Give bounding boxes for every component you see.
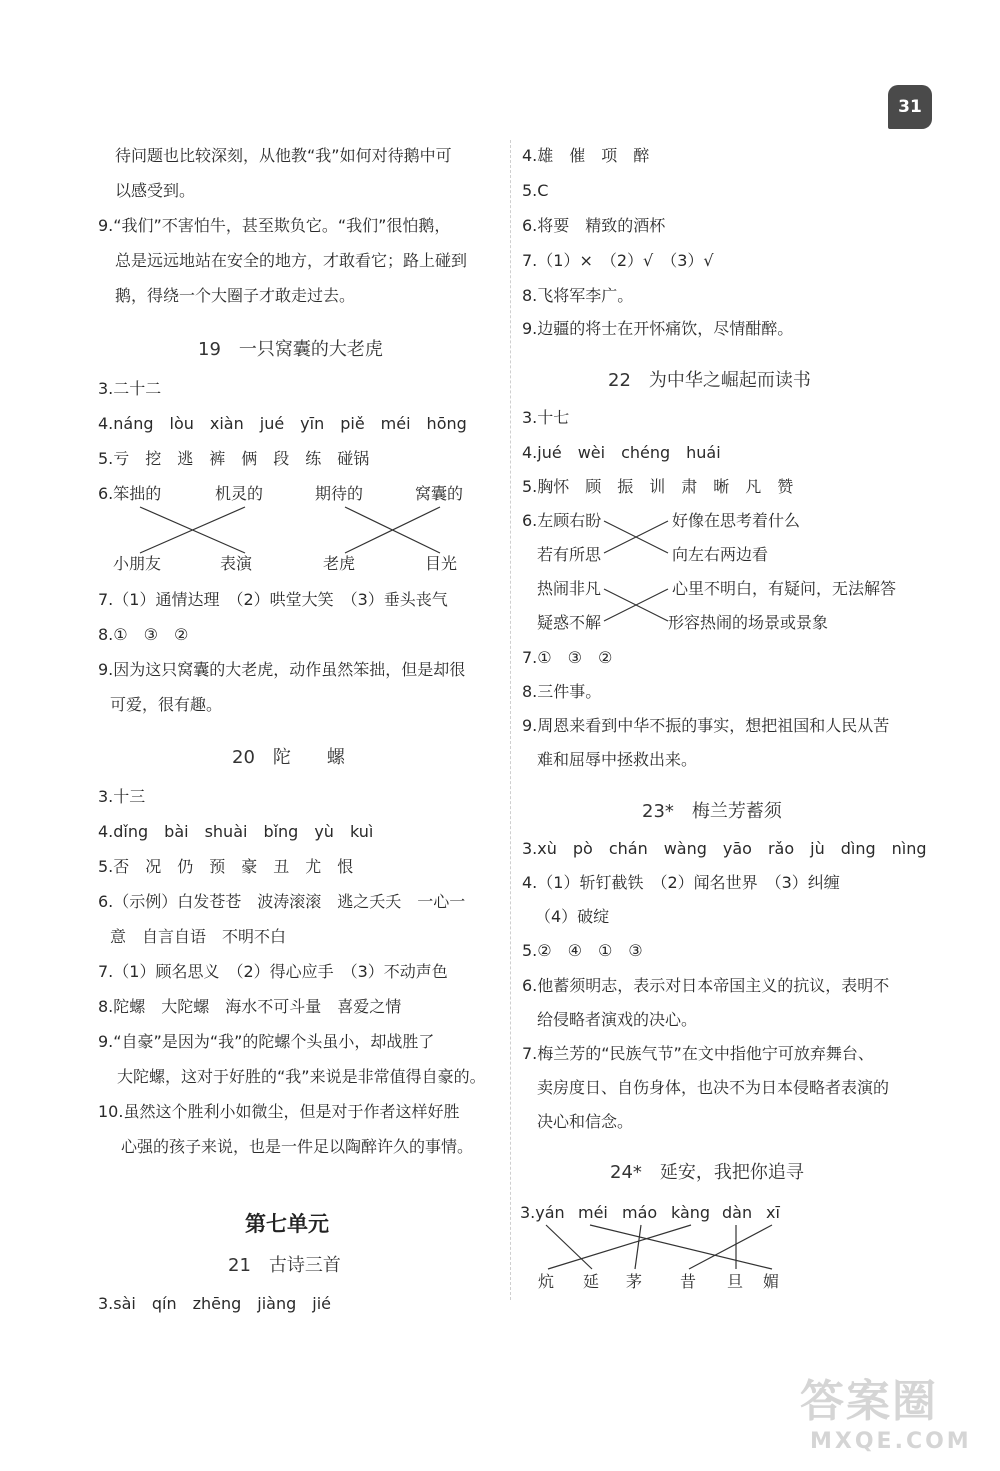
l19-match-bottom-1: 小朋友 [113,554,162,573]
l24-char-1: 炕 [538,1272,555,1291]
l22-q7: 7.① ③ ② [522,648,613,667]
l22-match-right-1: 好像在思考着什么 [672,511,801,530]
l19-match-top-4: 窝囊的 [415,484,464,503]
l21-q7: 7.（1）× （2）√ （3）√ [522,251,714,270]
l20-q4: 4.dǐng bài shuài bǐng yù kuì [98,822,374,841]
l20-q6-b: 意 自言自语 不明不白 [110,927,287,946]
lesson-23-title: 23* 梅兰芳蓄须 [642,801,782,822]
l23-q7-b: 卖房度日、自伤身体，也决不为日本侵略者表演的 [537,1078,890,1097]
l21-q9: 9.边疆的将士在开怀痛饮，尽情酣醉。 [522,319,794,338]
l22-match-right-3: 心里不明白，有疑问，无法解答 [672,579,897,598]
l22-q4: 4.jué wèi chéng huái [522,443,721,462]
l23-q4: 4.（1）斩钉截铁 （2）闻名世界 （3）纠缠 [522,873,840,892]
l19-q5: 5.亏 挖 逃 裤 俩 段 练 碰锅 [98,449,370,468]
lesson-21-title: 21 古诗三首 [228,1255,341,1276]
l22-match-left-3: 热闹非凡 [537,579,602,598]
intro-line-5: 鹅，得绕一个大圈子才敢走过去。 [115,286,356,305]
unit-7-heading: 第七单元 [245,1212,329,1236]
l24-pinyin-1: 3.yán [520,1203,565,1222]
l24-match-line [689,1225,772,1269]
l24-char-5: 旦 [727,1272,744,1291]
l24-char-2: 延 [583,1272,600,1291]
l22-match-right-4: 形容热闹的场景或景象 [668,613,829,632]
l23-q5: 5.② ④ ① ③ [522,941,643,960]
l22-q9-a: 9.周恩来看到中华不振的事实，想把祖国和人民从苦 [522,716,890,735]
intro-line-4: 总是远远地站在安全的地方，才敢看它；路上碰到 [115,251,468,270]
l24-pinyin-2: méi [578,1203,608,1222]
l21-q4: 4.雄 催 项 醉 [522,146,650,165]
l20-q5: 5.否 况 仍 预 豪 丑 尤 恨 [98,857,354,876]
l22-q9-b: 难和屈辱中拯救出来。 [537,750,698,769]
l24-char-4: 昔 [680,1272,697,1291]
intro-line-2: 以感受到。 [115,181,196,200]
l23-q6-b: 给侵略者演戏的决心。 [537,1010,698,1029]
l19-match-bottom-2: 表演 [220,554,253,573]
l20-q10-b: 心强的孩子来说，也是一件足以陶醉许久的事情。 [121,1137,474,1156]
lesson-20-title: 20 陀 螺 [232,747,345,768]
l22-match-right-2: 向左右两边看 [672,545,769,564]
l24-pinyin-6: xī [766,1203,780,1222]
l19-q9-b: 可爱，很有趣。 [110,695,223,714]
l24-pinyin-5: dàn [722,1203,753,1222]
l24-match-line [635,1225,641,1269]
l24-pinyin-4: kàng [671,1203,711,1222]
watermark [800,1365,972,1454]
l19-q9-a: 9.因为这只窝囊的大老虎，动作虽然笨拙，但是却很 [98,660,466,679]
page-number: 31 [898,97,922,117]
l23-q4-b: （4）破绽 [535,907,610,926]
l23-q7-c: 决心和信念。 [537,1112,634,1131]
l20-q9-a: 9.“自豪”是因为“我”的陀螺个头虽小，却战胜了 [98,1032,435,1051]
l24-char-6: 媚 [763,1272,780,1291]
l19-match-top-1: 6.笨拙的 [98,484,162,503]
l22-q5: 5.胸怀 顾 振 训 肃 晰 凡 赞 [522,477,794,496]
lesson-19-title: 19 一只窝囊的大老虎 [198,339,383,360]
l19-q7: 7.（1）通情达理 （2）哄堂大笑 （3）垂头丧气 [98,590,448,609]
l19-match-top-2: 机灵的 [215,484,264,503]
watermark-url: MXQE.COM [810,1429,972,1454]
l22-q3: 3.十七 [522,408,570,427]
l23-q3: 3.xù pò chán wàng yāo rǎo jù dìng nìng [522,839,927,858]
lesson-22-title: 22 为中华之崛起而读书 [608,370,811,391]
l20-q10-a: 10.虽然这个胜利小如微尘，但是对于作者这样好胜 [98,1102,460,1121]
l22-match-left-2: 若有所思 [537,545,602,564]
l21-q5: 5.C [522,181,549,200]
l23-q6-a: 6.他蓄须明志，表示对日本帝国主义的抗议，表明不 [522,976,890,995]
l20-q7: 7.（1）顾名思义 （2）得心应手 （3）不动声色 [98,962,448,981]
l20-q3: 3.十三 [98,787,146,806]
l23-q7-a: 7.梅兰芳的“民族气节”在文中指他宁可放弃舞台、 [522,1044,874,1063]
l20-q6-a: 6.（示例）白发苍苍 波涛滚滚 逃之夭夭 一心一 [98,892,466,911]
l19-q8: 8.① ③ ② [98,625,189,644]
l24-match-line [590,1225,772,1269]
l19-match-top-3: 期待的 [315,484,364,503]
l22-match-left-4: 疑惑不解 [537,613,602,632]
lesson-24-title: 24* 延安，我把你追寻 [610,1162,804,1183]
intro-line-1: 待问题也比较深刻，从他教“我”如何对待鹅中可 [115,146,452,165]
l24-pinyin-3: máo [622,1203,658,1222]
l20-q9-b: 大陀螺，这对于好胜的“我”来说是非常值得自豪的。 [117,1067,486,1086]
watermark-logo-text: 答案圈 [800,1376,938,1427]
l19-match-bottom-3: 老虎 [323,554,356,573]
l21-q6: 6.将要 精致的酒杯 [522,216,666,235]
l21-q8: 8.飞将军李广。 [522,286,634,305]
intro-line-3: 9.“我们”不害怕牛，甚至欺负它。“我们”很怕鹅， [98,216,451,235]
l19-match-bottom-4: 目光 [425,554,458,573]
l19-q3: 3.二十二 [98,379,162,398]
l24-char-3: 茅 [626,1272,643,1291]
l22-q8: 8.三件事。 [522,682,602,701]
l21-q3: 3.sài qín zhēng jiàng jié [98,1294,332,1313]
l20-q8: 8.陀螺 大陀螺 海水不可斗量 喜爱之情 [98,997,402,1016]
l19-q4: 4.náng lòu xiàn jué yīn piě méi hōng [98,414,467,433]
l22-match-left-1: 6.左顾右盼 [522,511,602,530]
